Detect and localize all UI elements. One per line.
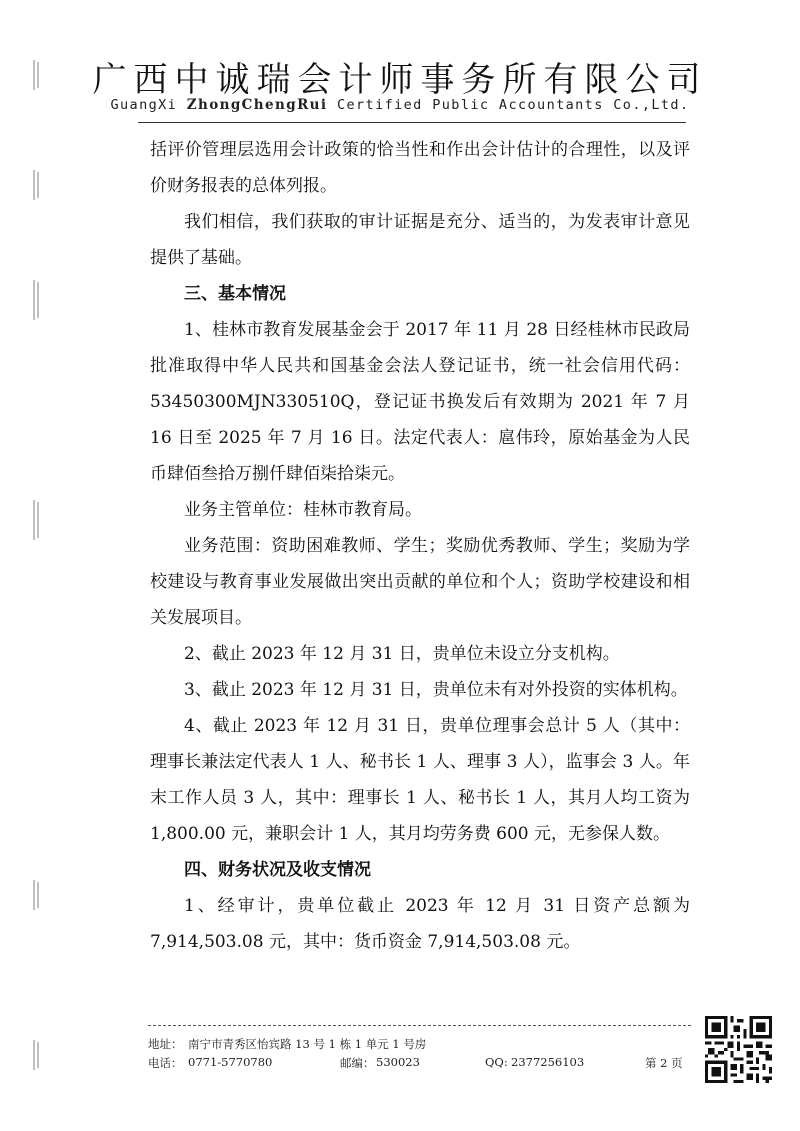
phone-label: 电话： bbox=[148, 1056, 183, 1070]
postcode-value: 530023 bbox=[376, 1055, 420, 1069]
paragraph: 4、截止 2023 年 12 月 31 日，贵单位理事会总计 5 人（其中：理事长兼法定代表人 1 人、秘书长 1 人、理事 3 人），监事会 3 人。年末工作人员 3 人，其中：理事长 1 人、秘书长 1 人，其月人均工资为 1,800.00 元，兼职会计 1 人，其月均劳务费 600 元，无参保人数。 bbox=[150, 716, 690, 844]
qq-value: 2377256103 bbox=[511, 1055, 585, 1069]
section-heading-basic-info: 三、基本情况 bbox=[184, 284, 286, 304]
phone-value: 0771-5770780 bbox=[188, 1055, 273, 1069]
footer-rule bbox=[148, 1025, 691, 1026]
address-value: 南宁市青秀区怡宾路 13 号 1 栋 1 单元 1 号房 bbox=[188, 1037, 427, 1051]
qq-label: QQ: bbox=[485, 1055, 508, 1069]
header-rule bbox=[138, 122, 686, 123]
page-title: 广西中诚瑞会计师事务所有限公司 bbox=[92, 60, 708, 100]
paragraph: 业务范围：资助困难教师、学生；奖励优秀教师、学生；奖励为学校建设与教育事业发展做出突出贡献的单位和个人；资助学校建设和相关发展项目。 bbox=[150, 536, 690, 628]
subtitle-suffix: Certified Public Accountants Co.,Ltd. bbox=[327, 97, 690, 113]
paragraph: 2、截止 2023 年 12 月 31 日，贵单位未设立分支机构。 bbox=[184, 644, 620, 664]
qr-code-icon bbox=[705, 1016, 772, 1083]
page-subtitle bbox=[0, 97, 800, 113]
page-number: 第 2 页 bbox=[645, 1056, 683, 1070]
subtitle-bold: ZhongChengRui bbox=[186, 97, 328, 113]
paragraph: 业务主管单位：桂林市教育局。 bbox=[184, 500, 422, 520]
section-heading-financial: 四、财务状况及收支情况 bbox=[184, 860, 371, 880]
subtitle-prefix: GuangXi bbox=[110, 97, 187, 113]
paragraph: 我们相信，我们获取的审计证据是充分、适当的，为发表审计意见提供了基础。 bbox=[150, 212, 690, 268]
paragraph: 1、经审计，贵单位截止 2023 年 12 月 31 日资产总额为 7,914,503.08 元，其中：货币资金 7,914,503.08 元。 bbox=[150, 896, 690, 952]
paragraph: 3、截止 2023 年 12 月 31 日，贵单位未有对外投资的实体机构。 bbox=[184, 680, 688, 700]
address-label: 地址： bbox=[148, 1037, 183, 1051]
binding-edge-marks bbox=[28, 0, 48, 1131]
paragraph-continued: 括评价管理层选用会计政策的恰当性和作出会计估计的合理性，以及评价财务报表的总体列报。 bbox=[150, 140, 690, 196]
postcode-label: 邮编： bbox=[340, 1056, 375, 1070]
body-text bbox=[150, 132, 690, 960]
paragraph: 1、桂林市教育发展基金会于 2017 年 11 月 28 日经桂林市民政局批准取得中华人民共和国基金会法人登记证书，统一社会信用代码：53450300MJN330510Q，登记证书换发后有效期为 2021 年 7 月 16 日至 2025 年 7 月 16 日。法定代表人：扈伟玲，原始基金为人民币肆佰叁拾万捌仟肆佰柒拾柒元。 bbox=[150, 320, 690, 484]
